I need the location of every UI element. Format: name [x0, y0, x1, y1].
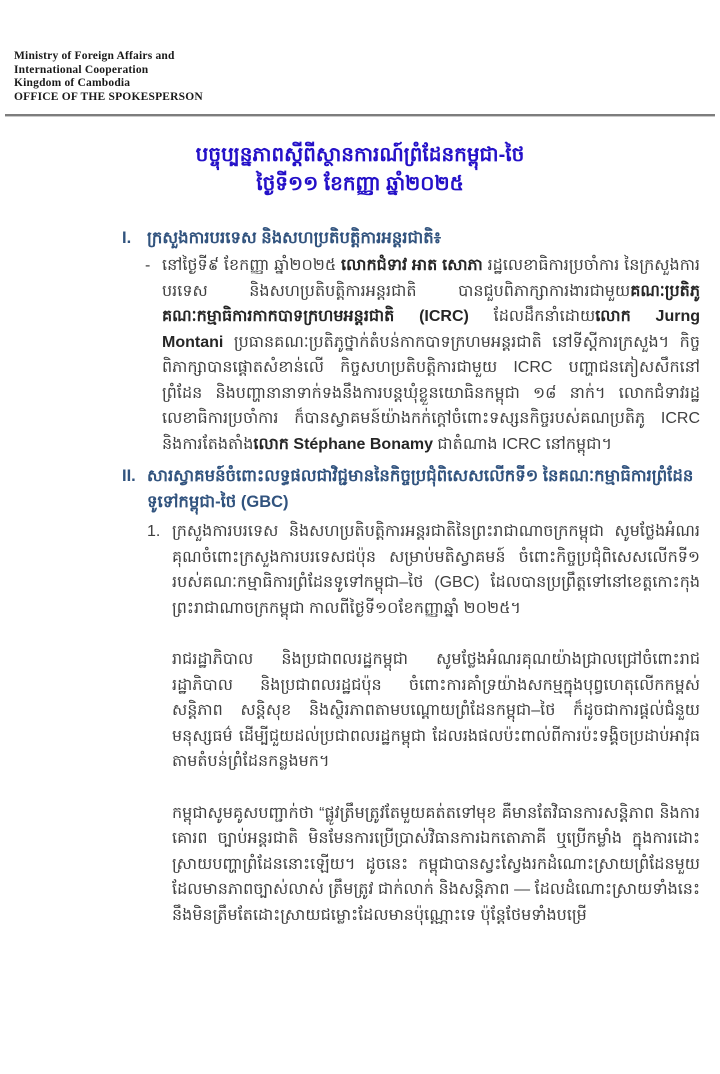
item-1-number: 1.: [147, 523, 161, 540]
text-run: ប្រធានគណៈប្រតិភូថ្នាក់តំបន់កាកបាទក្រហមអន្តរជាតិ នៅទីស្តីការក្រសួង។ កិច្ចពិភាក្សាបានផ្តោតសំខាន់លើ កិច្ចសហប្រតិបត្តិការជាមួយ ICRC បញ្ហាជនភៀសសឹកនៅព្រំដែន និងបញ្ហានានាទាក់ទងនឹងការបន្តឃុំខ្លួនយោធិនកម្ពុជា ១៨ នាក់។ លោកជំទាវរដ្ឋលេខាធិការប្រចាំការ ក៏បានស្វាគមន៍យ៉ាងកក់ក្តៅចំពោះទស្សនកិច្ចរបស់គណប្រតិភូ ICRC និងការតែងតាំង: [162, 333, 700, 453]
section-1-heading: [122, 225, 700, 251]
document-title-line2: ថ្ងៃទី១១ ខែកញ្ញា ឆ្នាំ២០២៥: [256, 173, 464, 195]
item-1-text: ក្រសួងការបរទេស និងសហប្រតិបត្តិការអន្តរជាតិនៃព្រះរាជាណាចក្រកម្ពុជា សូមថ្លែងអំណរគុណចំពោះក្រសួងការបរទេសជប៉ុន សម្រាប់មតិស្វាគមន៍ ចំពោះកិច្ចប្រជុំពិសេសលើកទី១ របស់គណៈកម្មាធិការព្រំដែនទូទៅកម្ពុជា–ថៃ (GBC) ដែលបានប្រព្រឹត្តទៅនៅខេត្តកោះកុង ព្រះរាជាណាចក្រកម្ពុជា កាលពីថ្ងៃទី១០ខែកញ្ញាឆ្នាំ ២០២៥។: [172, 523, 700, 617]
section-2-paragraph-2: រាជរដ្ឋាភិបាល និងប្រជាពលរដ្ឋកម្ពុជា សូមថ្លែងអំណរគុណយ៉ាងជ្រាលជ្រៅចំពោះរាជរដ្ឋាភិបាល និងប្រជាពលរដ្ឋជប៉ុន ចំពោះការគាំទ្រយ៉ាងសកម្មក្នុងបុព្វហេតុលើកកម្ពស់សន្តិភាព សន្តិសុខ និងស្ថិរភាពតាមបណ្តោយព្រំដែនកម្ពុជា–ថៃ ក៏ដូចជាការផ្តល់ជំនួយមនុស្សធម៌ ដើម្បីជួយដល់ប្រជាពលរដ្ឋកម្ពុជា ដែលរងផលប៉ះពាល់ពីការប៉ះទង្គិចប្រដាប់អាវុធតាមតំបន់ព្រំដែនកន្លងមក។: [172, 651, 700, 770]
letterhead-line-kingdom: Kingdom of Cambodia: [14, 77, 131, 89]
bullet-dash-marker: -: [145, 257, 151, 274]
letterhead-line-ministry: Ministry of Foreign Affairs and: [14, 50, 175, 62]
letterhead-line-cooperation: International Cooperation: [14, 63, 149, 76]
section-1-number: I.: [122, 229, 132, 247]
bold-name-jurng-montani: លោក Jurng Montani: [162, 308, 700, 351]
section-1-heading-text: ក្រសួងការបរទេស និងសហប្រតិបត្តិការអន្តរជាតិ៖: [147, 229, 441, 247]
section-2-heading-text: សារស្វាគមន៍ចំពោះលទ្ធផលជាវិជ្ជមាននៃកិច្ចប្រជុំពិសេសលើកទី១ នៃគណៈកម្មាធិការព្រំដែនទូទៅកម្ពុជា-ថៃ (GBC): [147, 467, 694, 511]
section-2-item-1: [122, 519, 700, 621]
text-run: ជាតំណាង ICRC នៅកម្ពុជា។: [432, 435, 612, 453]
bold-name-stephane-bonamy: លោក Stéphane Bonamy: [253, 435, 433, 453]
section-2-paragraph-3: កម្ពុជាសូមគូសបញ្ជាក់ថា “ផ្លូវត្រឹមត្រូវតែមួយគត់តទៅមុខ គឺមានតែវិធានការសន្តិភាព និងការគោរព ច្បាប់អន្តរជាតិ មិនមែនការប្រើប្រាស់វិធានការឯកតោភាគី ឬប្រើកម្លាំង ក្នុងការដោះស្រាយបញ្ហាព្រំដែននោះឡើយ។ ដូចនេះ កម្ពុជាបានស្វះស្វែងរកដំណោះស្រាយព្រំដែនមួយ ដែលមានភាពច្បាស់លាស់ ត្រឹមត្រូវ ជាក់លាក់ និងសន្តិភាព — ដែលដំណោះស្រាយទាំងនេះ នឹងមិនត្រឹមតែដោះស្រាយជម្លោះដែលមានប៉ុណ្ណោះទេ ប៉ុន្តែថែមទាំងបម្រើ: [172, 804, 700, 924]
document-title: [0, 141, 720, 199]
letterhead-line-office: OFFICE OF THE SPOKESPERSON: [14, 90, 203, 103]
section-2-number: II.: [122, 467, 136, 485]
section-2-heading: [122, 463, 700, 515]
horizontal-divider: [5, 114, 715, 117]
text-run: រដ្ឋលេខាធិការប្រចាំការ នៃក្រសួងការបរទេស និងសហប្រតិបត្តិការអន្តរជាតិ បានជួបពិភាក្សាការងារជាមួយ: [162, 257, 700, 300]
text-run: នៅថ្ងៃទី៩ ខែកញ្ញា ឆ្នាំ២០២៥: [162, 257, 342, 274]
document-body: [122, 225, 700, 928]
document-page: [0, 50, 720, 1074]
text-run: ដែលដឹកនាំដោយ: [468, 308, 596, 325]
bold-icrc-committee: គណៈប្រតិភូគណៈកម្មាធិការកាកបាទក្រហមអន្តរជាតិ (ICRC): [162, 282, 700, 325]
section-1-bullet-item: [122, 253, 700, 457]
letterhead: [14, 50, 720, 104]
section-1-bullet-text: [162, 253, 700, 457]
document-title-line1: បច្ចុប្បន្នភាពស្តីពីស្ថានការណ៍ព្រំដែនកម្ពុជា-ថៃ: [195, 144, 525, 166]
bold-name-at-sophea: លោកជំទាវ អាត សោភា: [341, 257, 483, 274]
